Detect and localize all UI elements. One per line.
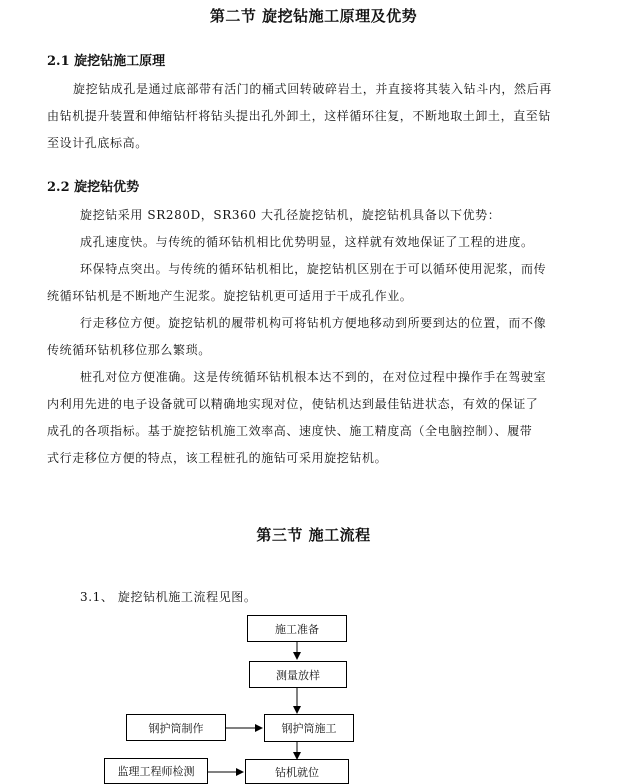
- paragraph-line: 成孔速度快。与传统的循环钻机相比优势明显，这样就有效地保证了工程的进度。: [80, 235, 534, 249]
- section-title-3: 第三节 施工流程: [256, 526, 371, 544]
- flow-box-supervisor: 监理工程师检测: [104, 758, 208, 784]
- paragraph-line: 行走移位方便。旋挖钻机的履带机构可将钻机方便地移动到所要到达的位置，而不像: [80, 316, 547, 330]
- paragraph-line: 桩孔对位方便准确。这是传统循环钻机根本达不到的，在对位过程中操作手在驾驶室: [80, 370, 547, 384]
- flow-box-casing-make: 钢护筒制作: [126, 714, 226, 741]
- flow-box-rig-position: 钻机就位: [245, 759, 349, 784]
- paragraph-line: 式行走移位方便的特点，该工程桩孔的施钻可采用旋挖钻机。: [47, 451, 388, 465]
- paragraph-line: 内利用先进的电子设备就可以精确地实现对位，使钻机达到最佳钻进状态，有效的保证了: [47, 397, 539, 411]
- paragraph-line: 成孔的各项指标。基于旋挖钻机施工效率高、速度快、施工精度高（全电脑控制）、履带: [47, 424, 533, 438]
- heading-2-1: 2.1 旋挖钻施工原理: [47, 54, 166, 69]
- section-title-2: 第二节 旋挖钻施工原理及优势: [209, 7, 418, 25]
- paragraph-line: 传统循环钻机移位那么繁琐。: [47, 343, 211, 357]
- paragraph-line: 旋挖钻成孔是通过底部带有活门的桶式回转破碎岩土，并直接将其装入钻斗内，然后再: [73, 82, 552, 96]
- paragraph-line: 至设计孔底标高。: [47, 136, 148, 150]
- paragraph-line: 旋挖钻采用 SR280D，SR360 大孔径旋挖钻机，旋挖钻机具备以下优势：: [80, 208, 501, 222]
- paragraph-line: 环保特点突出。与传统的循环钻机相比，旋挖钻机区别在于可以循环使用泥浆，而传: [80, 262, 547, 276]
- paragraph-line: 由钻机提升装置和伸缩钻杆将钻头提出孔外卸土，这样循环往复，不断地取土卸土，直至钻: [47, 109, 552, 123]
- flow-intro: 3.1、 旋挖钻机施工流程见图。: [80, 590, 257, 604]
- paragraph-line: 统循环钻机是不断地产生泥浆。旋挖钻机更可适用于干成孔作业。: [47, 289, 413, 303]
- heading-2-2: 2.2 旋挖钻优势: [47, 180, 140, 195]
- flow-box-prep: 施工准备: [247, 615, 347, 642]
- flow-box-survey: 测量放样: [249, 661, 347, 688]
- flow-box-casing-install: 钢护筒施工: [264, 714, 354, 742]
